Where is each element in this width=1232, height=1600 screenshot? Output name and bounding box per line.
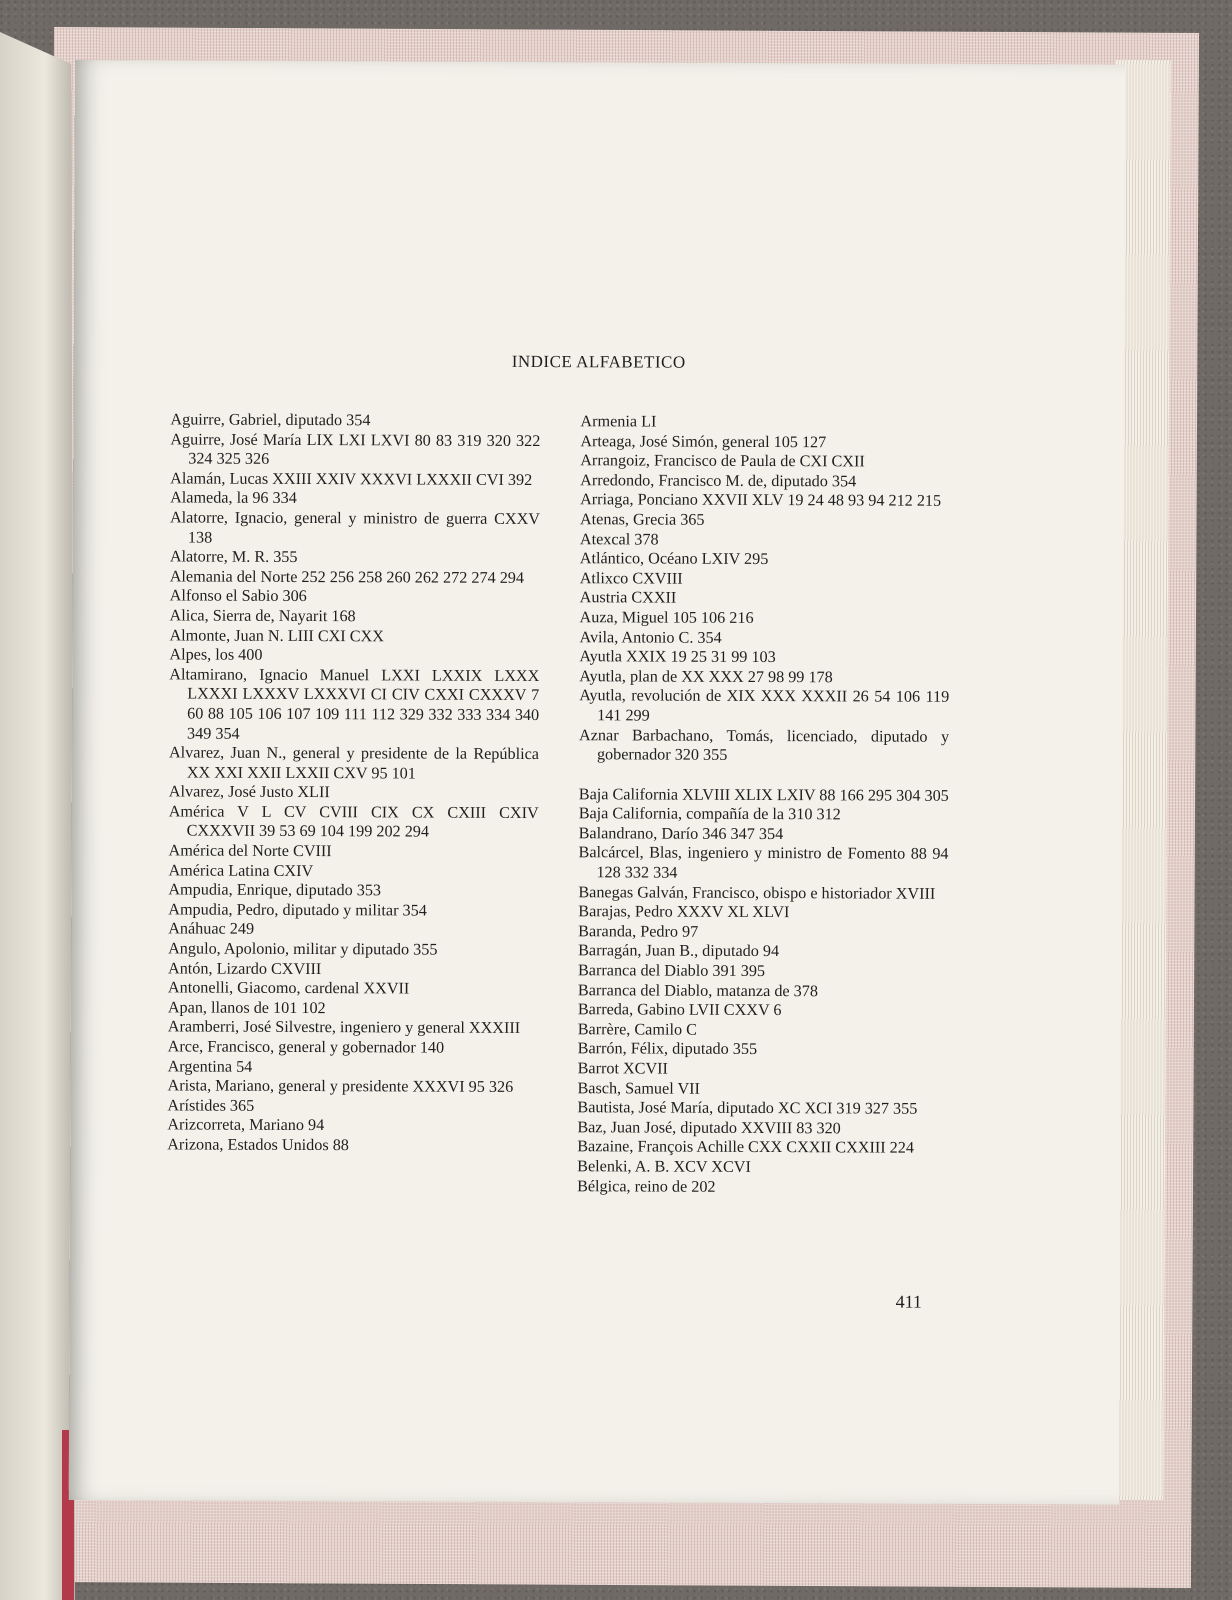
index-entry: Barranca del Diablo, matanza de 378: [577, 980, 819, 1000]
index-entry: Antonelli, Giacomo, cardenal XXVII: [167, 978, 410, 998]
index-entry: Atlántico, Océano LXIV 295: [579, 549, 769, 569]
index-entry: Atenas, Grecia 365: [579, 510, 705, 529]
index-column-left: [167, 410, 540, 1156]
index-entry: Alatorre, Ignacio, general y ministro de guerra CXXV 138: [169, 508, 541, 547]
index-entry: Alatorre, M. R. 355: [169, 547, 298, 567]
index-entry: Altamirano, Ignacio Manuel LXXI LXXIX LXXX LXXXI LXXXV LXXXVI CI CIV CXXI CXXXV 7 60 88 105 106 107 109 111 112 329 332 333 334 340 349 354: [169, 665, 540, 743]
index-entry: Baranda, Pedro 97: [578, 922, 699, 941]
index-title: INDICE ALFABETICO: [511, 351, 686, 372]
index-entry: Aguirre, Gabriel, diputado 354: [170, 410, 371, 430]
index-entry: Baz, Juan José, diputado XXVIII 83 320: [577, 1117, 841, 1138]
index-entry: Arriaga, Ponciano XXVII XLV 19 24 48 93 94 212 215: [580, 490, 942, 511]
index-entry: Arteaga, José Simón, general 105 127: [580, 431, 827, 451]
index-entry: Alvarez, José Justo XLII: [168, 782, 330, 802]
index-entry: Balcárcel, Blas, ingeniero y ministro de Fomento 88 94 128 332 334: [578, 843, 949, 882]
index-entry: Ayutla XXIX 19 25 31 99 103: [579, 647, 776, 667]
index-page: [69, 60, 1125, 1505]
index-entry: Aramberri, José Silvestre, ingeniero y general XXXIII: [167, 1017, 521, 1038]
index-entry: Austria CXXII: [579, 588, 677, 607]
index-entry: Arizcorreta, Mariano 94: [167, 1115, 325, 1135]
index-entry: Barranca del Diablo 391 395: [577, 961, 766, 981]
index-entry: Avila, Antonio C. 354: [579, 627, 722, 647]
index-entry: Arce, Francisco, general y gobernador 140: [167, 1037, 445, 1057]
index-entry: Belenki, A. B. XCV XCVI: [577, 1157, 751, 1176]
index-entry: Atlixco CXVIII: [579, 568, 683, 588]
index-entry: Bazaine, François Achille CXX CXXII CXXIII 224: [577, 1137, 915, 1158]
index-entry: Baja California, compañía de la 310 312: [578, 804, 841, 824]
index-entry: Atexcal 378: [579, 529, 659, 549]
index-entry: Arista, Mariano, general y presidente XXXVI 95 326: [167, 1076, 514, 1097]
index-entry: Alfonso el Sabio 306: [169, 586, 307, 606]
index-entry: Armenia LI: [580, 412, 657, 431]
index-entry: Argentina 54: [167, 1057, 253, 1076]
index-entry: Arístides 365: [167, 1096, 255, 1115]
index-entry: América Latina CXIV: [168, 861, 314, 880]
index-entry: Aguirre, José María LIX LXI LXVI 80 83 319 320 322 324 325 326: [170, 430, 541, 469]
index-entry: Arrangoiz, Francisco de Paula de CXI CXII: [580, 451, 865, 471]
index-entry: Baja California XLVIII XLIX LXIV 88 166 295 304 305: [578, 784, 949, 805]
index-entry: Ampudia, Enrique, diputado 353: [168, 880, 382, 900]
index-entry: Alamán, Lucas XXIII XXIV XXXVI LXXXII CVI 392: [170, 469, 533, 489]
index-entry: Ayutla, plan de XX XXX 27 98 99 178: [579, 666, 833, 687]
index-entry: Bautista, José María, diputado XC XCI 319 327 355: [577, 1098, 918, 1118]
facing-page: [0, 0, 75, 1600]
index-entry: Alica, Sierra de, Nayarit 168: [169, 606, 356, 626]
index-entry: Bélgica, reino de 202: [577, 1176, 716, 1196]
index-entry: Barrón, Félix, diputado 355: [577, 1039, 758, 1059]
index-entry: Barrot XCVII: [577, 1059, 669, 1078]
index-entry: Barragán, Juan B., diputado 94: [578, 941, 780, 961]
page-number: 411: [895, 1291, 922, 1312]
index-entry: Basch, Samuel VII: [577, 1078, 700, 1098]
index-entry: Barreda, Gabino LVII CXXV 6: [577, 1000, 782, 1020]
index-entry: Alemania del Norte 252 256 258 260 262 272 274 294: [169, 567, 525, 587]
index-entry: Barajas, Pedro XXXV XL XLVI: [578, 902, 790, 922]
index-entry: Alameda, la 96 334: [170, 488, 297, 508]
index-entry: Banegas Galván, Francisco, obispo e historiador XVIII: [578, 882, 936, 903]
index-entry: Ayutla, revolución de XIX XXX XXXII 26 54 106 119 141 299: [579, 686, 950, 725]
index-entry: Alvarez, Juan N., general y presidente de la República XX XXI XXII LXXII CXV 95 101: [168, 743, 540, 783]
index-entry: América V L CV CVIII CIX CX CXIII CXIV CXXXVII 39 53 69 104 199 202 294: [168, 802, 539, 842]
index-column-right: [577, 412, 950, 1198]
index-entry: Apan, llanos de 101 102: [167, 998, 326, 1017]
index-entry: Almonte, Juan N. LIII CXI CXX: [169, 625, 384, 645]
index-entry: Barrère, Camilo C: [577, 1020, 697, 1039]
index-entry: Angulo, Apolonio, militar y diputado 355: [168, 939, 438, 959]
index-entry: Ampudia, Pedro, diputado y militar 354: [168, 900, 427, 920]
index-entry: América del Norte CVIII: [168, 841, 332, 861]
index-entry: Balandrano, Darío 346 347 354: [578, 824, 784, 843]
index-entry: Aznar Barbachano, Tomás, licenciado, diputado y gobernador 320 355: [579, 725, 950, 764]
index-entry: Anáhuac 249: [168, 919, 255, 939]
index-entry: Arredondo, Francisco M. de, diputado 354: [580, 470, 857, 491]
index-entry: Antón, Lizardo CXVIII: [167, 959, 322, 978]
index-entry: Arizona, Estados Unidos 88: [167, 1135, 349, 1155]
index-entry: Alpes, los 400: [169, 645, 263, 664]
index-entry: Auza, Miguel 105 106 216: [579, 608, 754, 627]
